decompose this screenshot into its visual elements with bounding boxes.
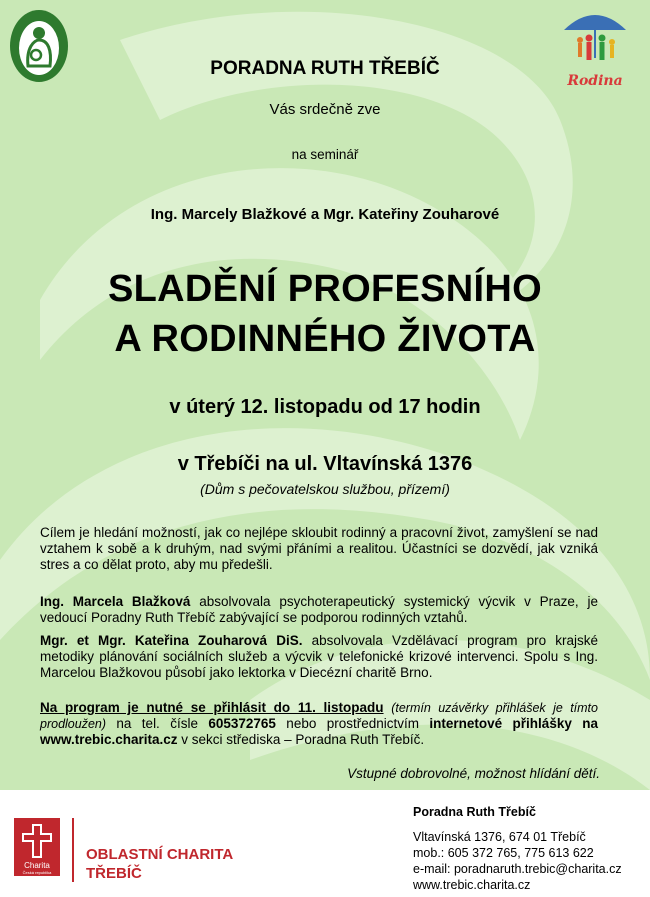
charita-cross-sub: Česká republika	[22, 870, 52, 875]
rodina-brand-text: Rodina	[567, 73, 623, 89]
bio-zouharova	[40, 633, 598, 681]
contact-web[interactable]: www.trebic.charita.cz	[413, 878, 531, 892]
registration-text-2: nebo prostřednictvím	[275, 716, 430, 731]
event-place-note: (Dům s pečovatelskou službou, přízemí)	[200, 481, 450, 497]
footnote-text: Vstupné dobrovolné, možnost hlídání dětí.	[347, 766, 600, 781]
bio-blazkova-name: Ing. Marcela Blažková	[40, 594, 191, 609]
registration-phone: 605372765	[208, 716, 276, 731]
headline-line-2: A RODINNÉHO ŽIVOTA	[114, 318, 536, 360]
charity-name-line-2: TŘEBÍČ	[86, 865, 142, 882]
charita-cross-icon	[14, 818, 60, 876]
seminar-text: na seminář	[291, 147, 359, 162]
registration-paragraph	[40, 700, 598, 748]
registration-online-link[interactable]: internetové přihlášky na www.trebic.charita.cz	[40, 716, 598, 747]
charita-cross-label: Charita	[24, 861, 50, 870]
event-place: v Třebíči na ul. Vltavínská 1376	[177, 453, 473, 475]
bio-zouharova-text: absolvovala Vzdělávací program pro krajské metodiky plánování sociálních služeb a výcvik v telefonické krizové intervenci. Spolu s Ing. Marcelou Blažkovou působí jako lektorka v Diecézní charitě Brno.	[40, 633, 598, 680]
charita-divider	[72, 818, 74, 882]
charity-name-line-1: OBLASTNÍ CHARITA	[86, 846, 234, 863]
headline-line-1: SLADĚNÍ PROFESNÍHO	[108, 268, 542, 310]
contact-mobile: mob.: 605 372 765, 775 613 622	[413, 846, 594, 860]
registration-text-3: v sekci střediska – Poradna Ruth Třebíč.	[177, 732, 425, 747]
registration-deadline: Na program je nutné se přihlásit do 11. listopadu	[40, 700, 384, 715]
invite-text: Vás srdečně zve	[269, 101, 381, 118]
bio-zouharova-name: Mgr. et Mgr. Kateřina Zouharová DiS.	[40, 633, 303, 648]
contact-title: Poradna Ruth Třebíč	[413, 805, 536, 819]
bio-blazkova	[40, 594, 598, 626]
contact-email[interactable]: e-mail: poradnaruth.trebic@charita.cz	[413, 862, 622, 876]
charita-logo	[14, 818, 64, 884]
speakers-text: Ing. Marcely Blažkové a Mgr. Kateřiny Zouharové	[150, 206, 500, 223]
contact-address: Vltavínská 1376, 674 01 Třebíč	[413, 830, 586, 844]
event-date: v úterý 12. listopadu od 17 hodin	[169, 396, 481, 418]
bio-blazkova-text: absolvovala psychoterapeutický systemický výcvik v Praze, je vedoucí Poradny Ruth Třebíč zabývající se podporou rodinných vztahů.	[40, 594, 599, 625]
org-title: PORADNA RUTH TŘEBÍČ	[210, 58, 440, 79]
goal-paragraph: Cílem je hledání možností, jak co nejlépe skloubit rodinný a pracovní život, zamyšlení se nad vztahem k sobě a k druhým, nad svými přáními a realitou. Účastníci se dozvědí, jak vzniká stres a co dělat proto, aby mu předešli.	[40, 525, 598, 572]
registration-text-1: na tel. čísle	[106, 716, 209, 731]
registration-note: (termín uzávěrky přihlášek je tímto prodloužen)	[40, 701, 598, 731]
